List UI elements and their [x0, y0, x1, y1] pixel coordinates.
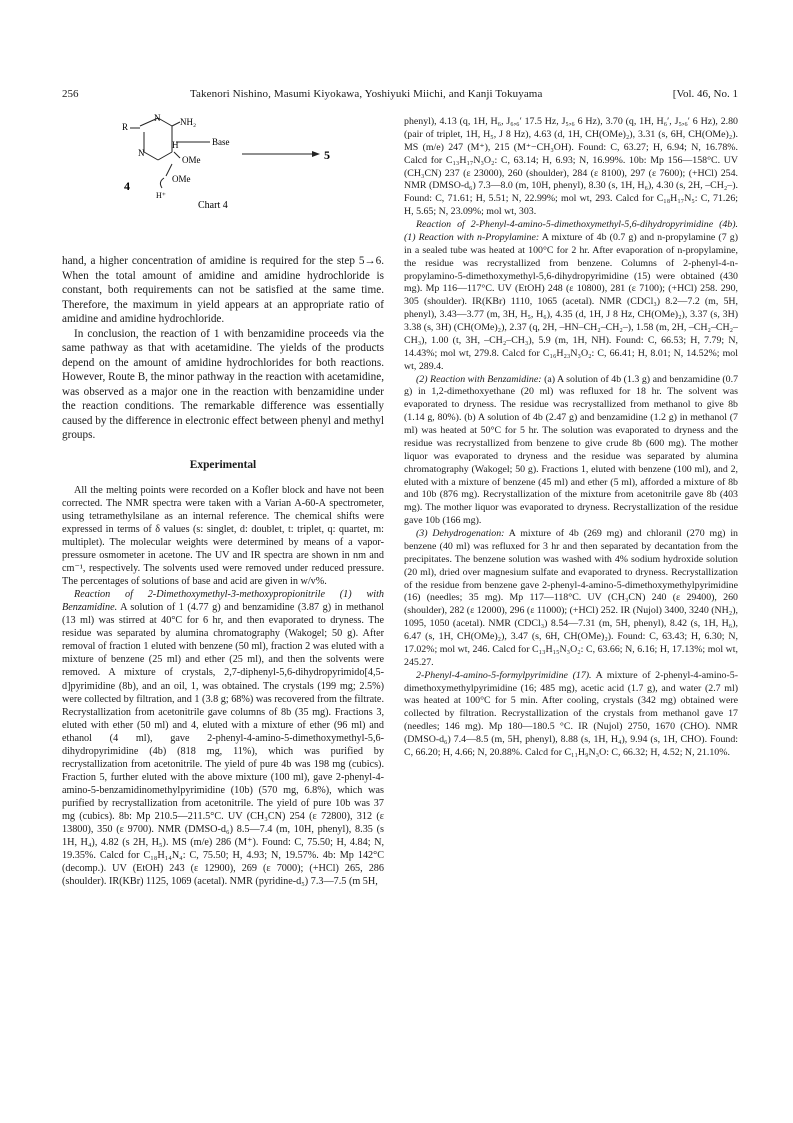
paragraph-left-1: hand, a higher concentration of amidine is required for the step 5→6. When the total amount of amidine and amidine hydrochloride is constant, both requirements can not be satisfied at the same time. Therefore, the maximum in yield appears at an appropriate ratio of amidine and amidine hydrochloride.: [62, 255, 384, 325]
paragraph-right-2-subtitle: (1) Reaction with n-Propylamine:: [404, 231, 540, 243]
paragraph-right-2: [404, 219, 738, 374]
paragraph-right-3-body: (a) A solution of 4b (1.3 g) and benzamidine (0.7 g) in 1,2-dimethoxyethane (20 ml) was refluxed for 18 hr. The solvent was evaporated to dryness. The residue was recrystallized from methanol to give 8b (1.14 g, 80%). (b) A solution of 4b (2.47 g) and benzamidine (1.2 g) in methanol (7 ml) was heated at 50°C for 5 hr. The solution was evaporated to dryness and the residue was recrystallized from benzene to give crude 8b (600 mg). The mother liquor was evaporated to dryness and the residue was separated by alumina chromatography (Wakogel; 50 g). Fractions 1, eluted with benzene (100 ml), and 2, eluted with a mixture of benzene (45 ml) and ether (5 ml), afforded a mixture of 8b and 10b (876 mg). Recrystallization of the mixture from acetonitrile gave 8b (403 mg). The mother liquor was evaporated to dryness. Recrystallization of the residue gave 10b (166 mg).: [404, 373, 739, 527]
chart-label-hplus: H⁺: [156, 191, 166, 200]
left-column: [62, 114, 384, 889]
paragraph-right-3: [404, 374, 738, 529]
chart-label-n-left: N: [138, 148, 145, 158]
chart-label-r: R: [122, 122, 129, 132]
chart-label-nh2: NH₂: [180, 117, 197, 127]
chart-label-ome2: OMe: [172, 174, 191, 184]
chart-label-base: Base: [212, 137, 230, 147]
paragraph-left-2: In conclusion, the reaction of 1 with benzamidine proceeds via the same pathway as that with acetamidine. The yields of the products depend on the amount of amidine hydrochlorides for both reactions. However, Route B, the minor pathway in the reaction with acetamidine, was observed as a major one in the reaction with benzamidine under the reaction conditions. The remarkable difference was essentially caused by the difference in electronic effect between phenyl and methyl groups.: [62, 327, 384, 441]
running-header: [62, 88, 738, 104]
chart-label-h: H: [172, 140, 179, 150]
compound-number-4: 4: [124, 179, 130, 193]
chart-label-n-top: N: [154, 114, 161, 123]
paragraph-right-4-body: A mixture of 4b (269 mg) and chloranil (270 mg) in benzene (40 ml) was refluxed for 3 hr and then separated by decantation from the precipitates. The benzene solution was washed with 4% sodium hydroxide solution (20 ml), dried over magnesium sulfate and evaporated to dryness. Recrystallization of the residue from benzene gave 2-phenyl-4-amino-5-dimethoxymethylpyrimidine (16) (needles; 35 mg). Mp 117—118°C. UV (CH₃CN) 240 (ε 29400), 260 (shoulder), 282 (ε 12000), 296 (ε 11000); (+HCl) 252. IR (Nujol) 3400, 3240 (NH₂), 1095, 1050 (acetal). NMR (CDCl₃) 8.54—7.31 (m, 5H, phenyl), 8.42 (s, 1H, H₆), 6.47 (s, 1H, CH(OMe)₂), 3.47 (s, 6H, CH(OMe)₂). Found: C, 63.43; H, 6.30; N, 17.02%; mol wt, 246. Calcd for C₁₃H₁₅N₃O₂: C, 63.66; N, 6.16; H, 17.13%; mol wt, 245.27.: [404, 528, 738, 668]
paragraph-right-5-title: 2-Phenyl-4-amino-5-formylpyrimidine (17).: [416, 669, 592, 681]
right-column: [404, 116, 738, 760]
paragraph-right-2-title: Reaction of 2-Phenyl-4-amino-5-dimethoxymethyl-5,6-dihydropyrimidine (4b).: [416, 219, 738, 230]
paragraph-left-4-body: A solution of 1 (4.77 g) and benzamidine (3.87 g) in methanol (13 ml) was stirred at 40°C for 6 hr, and then evaporated to dryness. The residue was separated by alumina chromatography (Wakogel; 50 g). After removal of fraction 1 eluted with benzene (50 ml), fraction 2 was eluted with a mixture of benzene (25 ml) and ether (25 ml), and then the solvents were removed. A mixture of crystals, 2,7-diphenyl-5,6-dihydropyrimido[4,5-d]pyrimidine (8b), and an oil, 1, was obtained. The crystals (199 mg; 2.5%) were collected by filtration, and 1 (3.8 g; 68%) was recovered from the filtrate. Recrystallization from acetonitrile gave columns of 8b (35 mg). Fractions 3, eluted with ether (50 ml) and 4, eluted with a mixture of ether (96 ml) and ethanol (4 ml), gave 2-phenyl-4-amino-5-dimethoxymethyl-5,6-dihydropyrimidine (4b) (818 mg, 11%), which was purified by recrystallization from acetonitrile. The yield of pure 4b was 198 mg (cubics). Fraction 5, further eluted with the above mixture (100 ml), gave 2-phenyl-4-amino-5-benzamidinomethylpyrimidine (10b) (570 mg, 6.8%), which was purified by recrystallization from acetonitrile. The yield of pure 10b was 37 mg (cubics). 8b: Mp 210.5—211.5°C. UV (CH₃CN) 254 (ε 72800), 312 (ε 13800), 350 (ε 9700). NMR (DMSO-d₆) 8.5—7.4 (m, 10H, phenyl), 8.35 (s 1H, H₄), 4.82 (s 2H, H₅). MS (m/e) 286 (M⁺). Found: C, 75.50; H, 4.84; N, 19.35%. Calcd for C₁₈H₁₄N₄: C, 75.50; H, 4.93; N, 19.57%. 4b: Mp 142°C (decomp.). UV (EtOH) 243 (ε 12900), 269 (ε 7000); (+HCl) 265, 286 (shoulder). IR(KBr) 1125, 1069 (acetal). NMR (pyridine-d₅) 7.3—7.5 (m 5H,: [62, 602, 384, 888]
paragraph-right-3-subtitle: (2) Reaction with Benzamidine:: [416, 373, 542, 385]
section-heading-experimental: Experimental: [189, 458, 257, 471]
chart-caption: Chart 4: [198, 200, 228, 211]
paragraph-right-2-body: A mixture of 4b (0.7 g) and n-propylamine (7 g) in a sealed tube was heated at 100°C for 2 hr. After evaporation of n-propylamine, the residue was recrystallized from benzene. Columns of 2-phenyl-4-n-propylamino-5-dimethoxymethyl-5,6-dihydropyrimidine (15) were obtained (430 mg). Mp 116—117°C. UV (EtOH) 248 (ε 10800), 281 (ε 7100); (+HCl) 258. 290, 305 (shoulder). IR(KBr) 1110, 1065 (acetal). NMR (CDCl₃) 8.2—7.2 (m, 5H, phenyl), 3.43—3.77 (m, 3H, H₅, H₆), 4.35 (d, 1H, J 8 Hz, CH(OMe)₂), 3.37 (s, 3H) 3.38 (s, 3H) (CH(OMe)₂), 2.37 (q, 2H, –HN–CH₂–CH₂–), 1.58 (m, 2H, –CH₂–CH₂–CH₃), 1.00 (t, 3H, –CH₂–CH₃), 5.9 (m, 1H, NH). Found: C, 66.53; H, 7.79; N, 14.43%; mol wt, 279.8. Calcd for C₁₆H₂₃N₃O₂: C, 66.41; H, 8.01; N, 14.52%; mol wt, 289.4.: [404, 231, 739, 372]
paragraph-right-4: [404, 528, 738, 670]
paragraph-right-5-body: A mixture of 2-phenyl-4-amino-5-dimethoxymethylpyrimidine (16; 485 mg), acetic acid (1.7 g), and water (2.7 ml) was heated at 100°C for 5 min. After cooling, crystals (342 mg) obtained were collected by filtration. Recrystallization of the crystals from methanol gave 17 (needles; 146 mg). Mp 180—180.5 °C. IR (Nujol) 2750, 1670 (CHO). NMR (DMSO-d₆) 7.4—8.5 (m, 5H, phenyl), 8.88 (s, 1H, H₄), 9.94 (s, 1H, CHO). Found: C, 66.20; H, 4.66; N, 20.88%. Calcd for C₁₁H₉N₃O: C, 66.32; H, 4.52; N, 21.10%.: [404, 669, 738, 758]
paragraph-right-4-subtitle: (3) Dehydrogenation:: [416, 528, 505, 539]
volume-info: [Vol. 46, No. 1: [672, 88, 738, 100]
page-number: 256: [62, 88, 79, 100]
paragraph-left-3: All the melting points were recorded on a Kofler block and have not been corrected. The NMR spectra were taken with a Varian A-60-A spectrometer, using tetramethylsilane as an internal reference. The chemical shifts were expressed in terms of δ values (s: singlet, d: doublet, t: triplet, q: quartet, m: multiplet). The molecular weights were determined by means of a vapor-pressure osmometer in acetone. The UV and IR spectra are shown in nm and cm⁻¹, respectively. The solvents used were removed under reduced pressure. The percentages of solutions of base and acid are given in w/v%.: [62, 484, 384, 587]
paragraph-left-4-title: Reaction of 2-Dimethoxymethyl-3-methoxypropionitrile (1) with Benzamidine.: [62, 589, 384, 614]
chart-4: [62, 114, 384, 254]
paragraph-right-1: phenyl), 4.13 (q, 1H, H₆, J₆,₆′ 17.5 Hz, J₅,₆ 6 Hz), 3.70 (q, 1H, H₆′, J₅,₆′ 6 Hz), 2.80 (pair of triplet, 1H, H₅, J 8 Hz), 4.63 (d, 1H, CH(OMe)₂), 3.31 (s, 6H, CH(OMe)₂). MS (m/e) 247 (M⁺), 215 (M⁺−CH₃OH). Found: C, 63.27; H, 6.94; N, 16.78%. Calcd for C₁₃H₁₇N₃O₂: C, 63.14; H, 6.93; N, 16.99%. 10b: Mp 156—158°C. UV (CH₃CN) 237 (ε 23000), 260 (shoulder), 284 (ε 8100), 297 (ε 7600); (+HCl) 254. NMR (DMSO-d₆) 7.3—8.0 (m, 10H, phenyl), 8.30 (s, 1H, H₆), 4.30 (s, 2H, –CH₂–). Found: C, 71.61; H, 5.51; N, 22.99%; mol wt, 293. Calcd for C₁₈H₁₇N₅: C, 71.26; H, 5.65; N, 23.09%; mol wt, 303.: [404, 116, 738, 218]
compound-number-5: 5: [324, 148, 330, 162]
chart-label-ome1: OMe: [182, 155, 201, 165]
paragraph-left-4: [62, 588, 384, 888]
author-line: Takenori Nishino, Masumi Kiyokawa, Yoshiyuki Miichi, and Kanji Tokuyama: [190, 88, 543, 100]
chart-4-structure: [62, 114, 384, 254]
paragraph-right-5: [404, 670, 738, 760]
